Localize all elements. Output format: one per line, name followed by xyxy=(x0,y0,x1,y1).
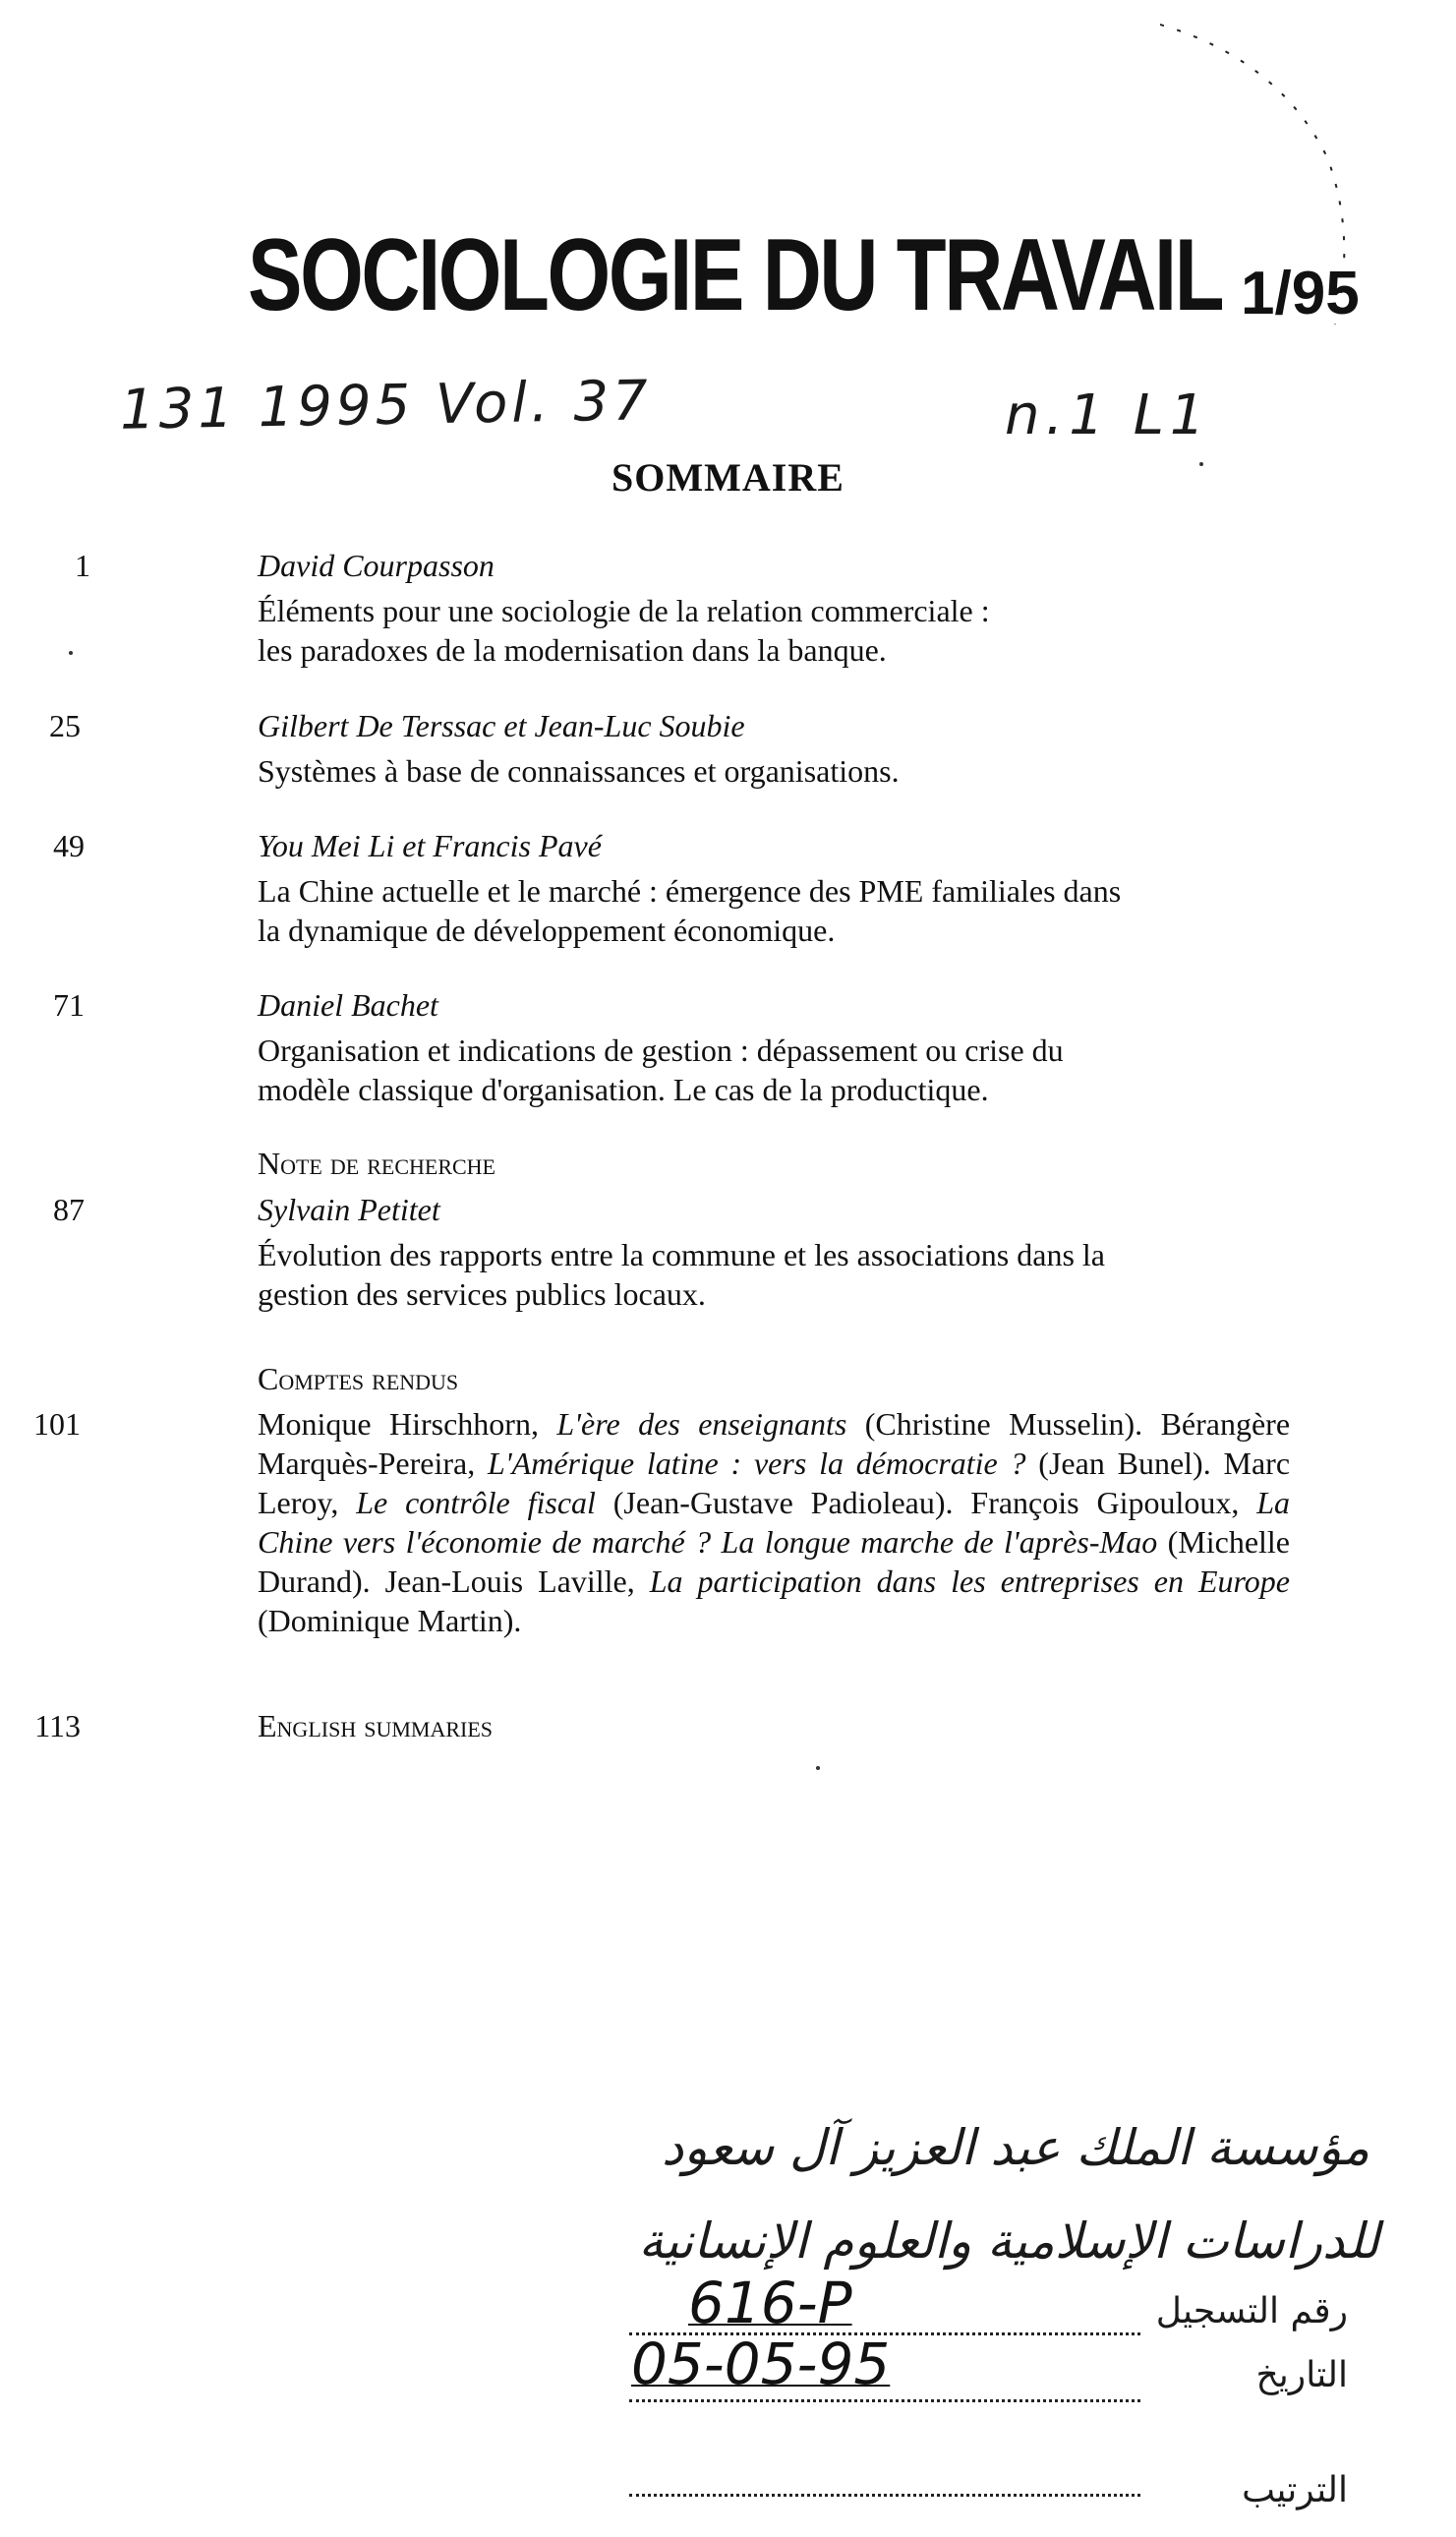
entry-title-line: modèle classique d'organisation. Le cas de la productique. xyxy=(258,1072,989,1107)
stamp-registration-value: 616-P xyxy=(688,2270,852,2336)
entry-author: Daniel Bachet xyxy=(258,987,438,1023)
review-book-title: Le contrôle fiscal xyxy=(356,1485,596,1520)
stamp-date-label: التاريخ xyxy=(1255,2355,1348,2395)
journal-title: SOCIOLOGIE DU TRAVAIL xyxy=(248,218,1223,332)
entry-title-line: Évolution des rapports entre la commune et les associations dans la xyxy=(258,1237,1105,1272)
review-author: Monique Hirschhorn, xyxy=(258,1406,557,1442)
contents-heading: SOMMAIRE xyxy=(612,455,844,500)
review-book-title: L'ère des enseignants xyxy=(556,1406,847,1442)
reviews-heading: Comptes rendus xyxy=(258,1361,459,1396)
review-author: François Gipouloux, xyxy=(970,1485,1257,1520)
review-author: Bérangère Marquès-Pereira, xyxy=(258,1406,1291,1481)
entry-author: David Courpasson xyxy=(258,548,495,583)
review-reviewer: (Dominique Martin). xyxy=(258,1603,522,1638)
review-reviewer: (Michelle Durand). xyxy=(258,1524,1291,1599)
entry-page-number: 49 xyxy=(53,828,85,863)
review-book-title: La Chine vers l'économie de marché ? La longue marche de l'après-Mao xyxy=(258,1485,1291,1560)
entry-page-number: 25 xyxy=(49,708,81,743)
entry-title-line: Organisation et indications de gestion : dépassement ou crise du xyxy=(258,1032,1064,1068)
entry-title-line: la dynamique de développement économique. xyxy=(258,913,836,948)
stamp-classification-label: الترتيب xyxy=(1242,2470,1348,2510)
review-reviewer: (Jean-Gustave Padioleau). xyxy=(595,1485,971,1520)
review-book-title: La participation dans les entreprises en Europe xyxy=(649,1564,1291,1599)
entry-author: Gilbert De Terssac et Jean-Luc Soubie xyxy=(258,708,745,743)
entry-title-line: La Chine actuelle et le marché : émergence des PME familiales dans xyxy=(258,873,1122,909)
entry-title-line: gestion des services publics locaux. xyxy=(258,1276,706,1312)
stamp-institution-line: للدراسات الإسلامية والعلوم الإنسانية xyxy=(638,2212,1379,2270)
handwritten-shelfmark: 131 1995 Vol. 37 xyxy=(119,369,653,442)
entry-page-number: 87 xyxy=(53,1192,85,1227)
entry-title-line: Systèmes à base de connaissances et organisations. xyxy=(258,753,900,789)
review-author: Marc Leroy, xyxy=(258,1446,1291,1520)
stamp-institution-line: مؤسسة الملك عبد العزيز آل سعود xyxy=(662,2119,1369,2176)
entry-page-number: 71 xyxy=(53,987,85,1023)
review-reviewer: (Christine Musselin). xyxy=(846,1406,1161,1442)
entry-author: Sylvain Petitet xyxy=(258,1192,440,1227)
review-reviewer: (Jean Bunel). xyxy=(1025,1446,1224,1481)
review-book-title: L'Amérique latine : vers la démocratie ? xyxy=(488,1446,1026,1481)
issue-number: 1/95 xyxy=(1241,260,1360,327)
entry-page-number: 1 xyxy=(75,548,90,583)
entry-page-number: 101 xyxy=(33,1406,81,1442)
stamp-date-value: 05-05-95 xyxy=(631,2330,891,2397)
stamp-registration-label: رقم التسجيل xyxy=(1155,2291,1348,2331)
handwritten-issue-note: n.1 L1 xyxy=(1005,384,1211,447)
research-note-heading: Note de recherche xyxy=(258,1146,495,1181)
review-author: Jean-Louis Laville, xyxy=(384,1564,650,1599)
entry-title-line: les paradoxes de la modernisation dans la banque. xyxy=(258,632,887,668)
summaries-heading: English summaries xyxy=(258,1708,494,1743)
entry-author: You Mei Li et Francis Pavé xyxy=(258,828,602,863)
entry-title-line: Éléments pour une sociologie de la relation commerciale : xyxy=(258,593,990,628)
entry-page-number: 113 xyxy=(34,1708,81,1743)
